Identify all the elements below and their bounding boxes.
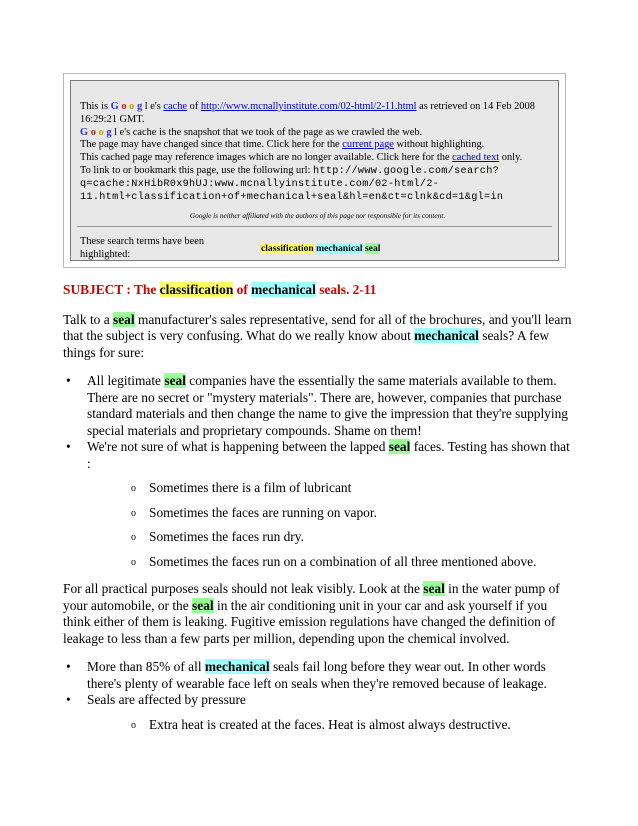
source-url-link[interactable]: http://www.mcnallyinstitute.com/02-html/2-11.html: [200, 101, 417, 112]
cache-disclaimer: Google is neither affiliated with the authors of this page nor responsible for its content.: [189, 211, 446, 220]
cache-notice: This is G o o g l e's cache of http://www.mcnallyinstitute.com/02-html/2-11.html as retrieved on 14 Feb 2008 16:29:21 GMT. G o o g l e's cache is the snapshot that we took of the page as we crawled the web. The page may have changed since that time. Click here for the current page without highlighting. This cached page may reference images which are no longer available. Click here for the cached text only. To link to or bookmark this page, use the following url: http://www.google.com/search? q=cache:NxHibR0x9hUJ:www.mcnallyinstitute.com/02-html/2- 11.html+classification+of+mechanical+seal&hl=en&ct=clnk&cd=1&gl=in: [80, 101, 560, 204]
list-item: • Seals are affected by pressure o Extra heat is created at the faces. Heat is almost always destructive.: [63, 692, 573, 733]
sub-list-1: [87, 480, 573, 570]
cache-header-panel: [70, 80, 559, 261]
list-item: o Sometimes there is a film of lubricant: [87, 480, 573, 497]
list-item: o Sometimes the faces run dry.: [87, 529, 573, 546]
cache-line-5: To link to or bookmark this page, use the following url: http://www.google.com/search?: [80, 164, 500, 177]
term-chip-seal: seal: [364, 243, 381, 254]
paragraph-leakage: For all practical purposes seals should not leak visibly. Look at the seal in the water pump of your automobile, or the seal in the air conditioning unit in your car and ask yourself if you think either of them is leaking. Fugitive emission regulations have changed the definition of leakage to less than a few parts per million, depending upon the chemical involved.: [63, 581, 560, 646]
list-item: o Sometimes the faces are running on vapor.: [87, 505, 573, 522]
sub-list-2: [87, 717, 573, 734]
document-subject: SUBJECT : The classification of mechanical seals. 2-11: [63, 282, 377, 297]
list-item: • All legitimate seal companies have the essentially the same materials available to them. There are no secret or "mystery materials". There are, however, companies that purchase standard materials and then change the name to give the impression that they're supplying special materials and proprietary compounds. Shame on them!: [63, 373, 573, 439]
cache-link[interactable]: cache: [163, 101, 188, 112]
document-body: [63, 282, 573, 733]
google-logo-text-2: G o o g l: [80, 126, 118, 138]
list-item: • More than 85% of all mechanical seals fail long before they wear out. In other words there's plenty of wearable face left on seals when they're removed because of leakage.: [63, 659, 573, 692]
list-item: • We're not sure of what is happening between the lapped seal faces. Testing has shown that : o Sometimes there is a film of lubricant o Sometimes the faces are running on vapor. o Sometimes the faces run dry. o Sometimes the faces run on a combination of all three mentioned above.: [63, 439, 573, 570]
list-item: o Extra heat is created at the faces. Heat is almost always destructive.: [87, 717, 573, 734]
highlight-terms: [261, 243, 380, 254]
cache-line-3: The page may have changed since that time. Click here for the current page without highlighting.: [80, 139, 485, 151]
cached-text-link[interactable]: cached text: [452, 152, 500, 164]
paragraph-intro: Talk to a seal manufacturer's sales representative, send for all of the brochures, and you'll learn that the subject is very confusing. What do we really know about mechanical seals? A few things for sure:: [63, 311, 572, 360]
bookmark-url[interactable]: http://www.google.com/search?: [313, 165, 500, 177]
cache-line-2: G o o g l e's cache is the snapshot that we took of the page as we crawled the web.: [80, 126, 423, 138]
cache-divider: [77, 226, 552, 227]
list-item: o Sometimes the faces run on a combination of all three mentioned above.: [87, 554, 573, 571]
term-chip-classification: classification: [261, 243, 314, 254]
term-chip-mechanical: mechanical: [316, 243, 363, 254]
google-logo-text: G o o g l: [110, 101, 148, 112]
bullet-list-1: [63, 373, 573, 570]
cache-line-1: This is G o o g l e's cache of http://www.mcnallyinstitute.com/02-html/2-11.html as retrieved on 14 Feb 2008: [80, 101, 535, 112]
cache-line-4: This cached page may reference images which are no longer available. Click here for the cached text only.: [80, 152, 523, 164]
google-cache-header: [63, 73, 566, 268]
bullet-list-2: [63, 659, 573, 733]
highlight-terms-label: These search terms have been highlighted:: [80, 236, 205, 260]
current-page-link[interactable]: current page: [342, 139, 394, 151]
